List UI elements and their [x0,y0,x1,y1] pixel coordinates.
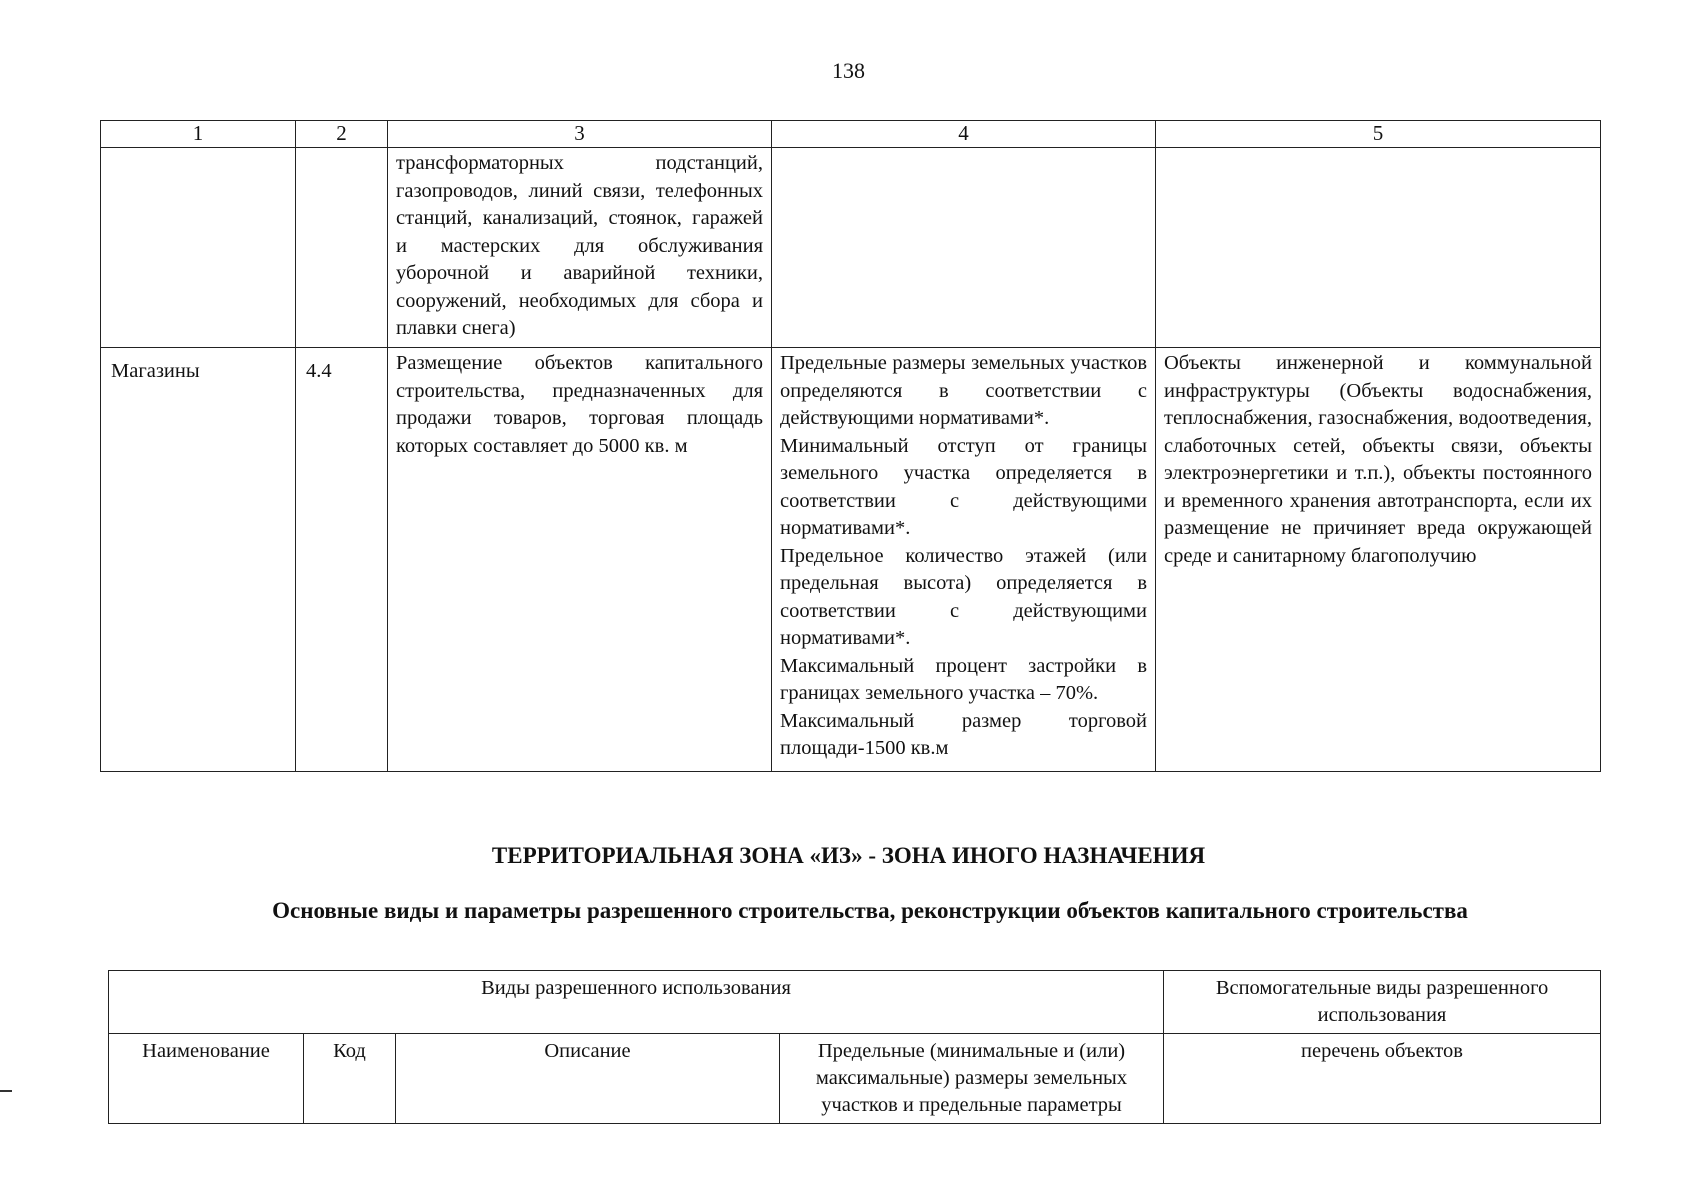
parameter-text: Предельные размеры земельных участков определяются в соответствии с действующими нормативами*. [780,352,1147,429]
column-number: 1 [101,121,296,148]
code-cell [296,148,388,348]
auxiliary-cell: Объекты инженерной и коммунальной инфраструктуры (Объекты водоснабжения, теплоснабжения, газоснабжения, водоотведения, слаботочных сетей, объекты связи, объекты электроэнергетики и т.п.), объекты постоянного и временного хранения автотранспорта, если их размещение не причиняет вреда окружающей среде и санитарному благополучию [1156,348,1601,772]
auxiliary-cell [1156,148,1601,348]
aux-header: Вспомогательные виды разрешенного использования [1164,971,1601,1034]
parameter-text: Максимальный процент застройки в границах земельного участка – 70%. [780,654,1147,704]
section-title: Основные виды и параметры разрешенного строительства, реконструкции объектов капитального строительства [272,898,1468,923]
zone-title: ТЕРРИТОРИАЛЬНАЯ ЗОНА «ИЗ» - ЗОНА ИНОГО НАЗНАЧЕНИЯ [491,843,1206,868]
name-cell: Магазины [101,348,296,772]
permitted-use-table [100,120,1601,772]
group-header: Виды разрешенного использования [109,971,1164,1034]
column-number: 4 [772,121,1156,148]
name-header: Наименование [109,1034,304,1124]
column-number-row [101,121,1601,148]
group-header-row [109,971,1601,1034]
page-number: 138 [832,58,865,83]
code-cell: 4.4 [296,348,388,772]
column-header-row [109,1034,1601,1124]
parameter-text: Максимальный размер торговой площади-1500 кв.м [780,709,1147,759]
table-row [101,148,1601,348]
column-number: 5 [1156,121,1601,148]
table-row [101,348,1601,772]
next-table-header [108,970,1601,1124]
parameters-header: Предельные (минимальные и (или) максимальные) размеры земельных участков и предельные параметры [780,1034,1164,1124]
code-header: Код [304,1034,396,1124]
parameter-text: Предельное количество этажей (или предельная высота) определяется в соответствии с действующими нормативами*. [780,544,1147,649]
objects-header: перечень объектов [1164,1034,1601,1124]
parameters-cell [772,148,1156,348]
parameter-text: Минимальный отступ от границы земельного участка определяется в соответствии с действующими нормативами*. [780,434,1147,539]
margin-mark [0,1090,12,1092]
name-cell [101,148,296,348]
description-cell: Размещение объектов капитального строительства, предназначенных для продажи товаров, торговая площадь которых составляет до 5000 кв. м [388,348,772,772]
parameters-cell [772,348,1156,772]
column-number: 3 [388,121,772,148]
column-number: 2 [296,121,388,148]
description-cell: трансформаторных подстанций, газопроводов, линий связи, телефонных станций, канализаций, стоянок, гаражей и мастерских для обслуживания уборочной и аварийной техники, сооружений, необходимых для сбора и плавки снега) [388,148,772,348]
description-header: Описание [396,1034,780,1124]
